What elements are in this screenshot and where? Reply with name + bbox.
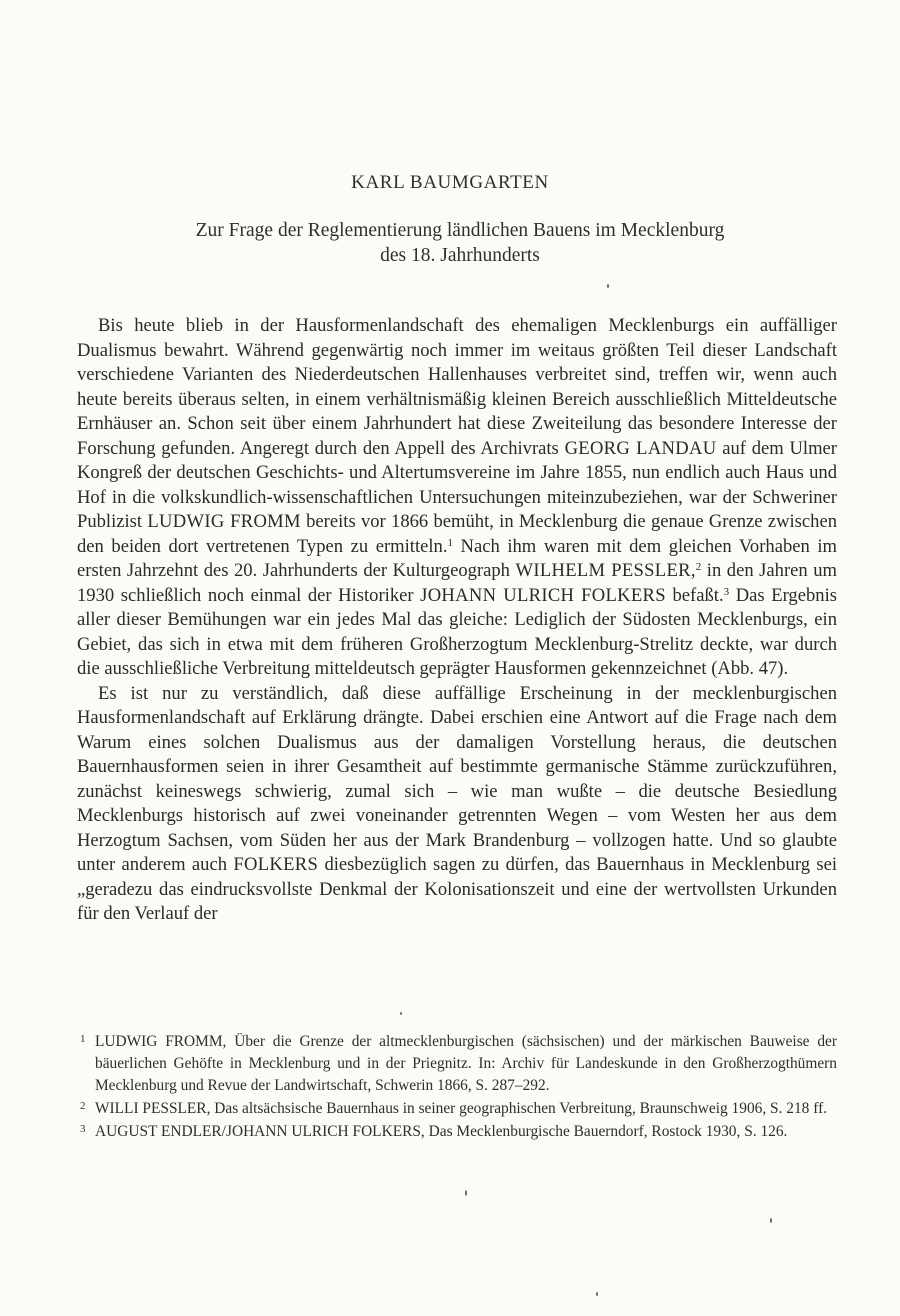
footnote-text: AUGUST ENDLER/JOHANN ULRICH FOLKERS, Das Mecklenburgische Bauerndorf, Rostock 1930, S. 126.	[95, 1123, 788, 1140]
paragraph-text: Das Ergebnis aller dieser Bemühungen war ein jedes Mal das gleiche: Lediglich der Südosten Mecklenburgs, ein Gebiet, das sich in etwa mit dem früheren Großherzogtum Mecklenburg-Strelitz deckte, war durch die ausschließliche Verbreitung mitteldeutsch geprägter Hausformen gekennzeichnet (Abb. 47).	[77, 584, 837, 679]
footnote-text: LUDWIG FROMM, Über die Grenze der altmecklenburgischen (sächsischen) und der märkischen Bauweise der bäuerlichen Gehöfte in Mecklenburg und in der Priegnitz. In: Archiv für Landeskunde in den Großherzogthümern Mecklenburg und Revue der Landwirtschaft, Schwerin 1866, S. 287–292.	[95, 1033, 837, 1094]
person-name: FOLKERS	[233, 854, 319, 875]
paper-speck	[596, 1292, 598, 1296]
paper-speck	[607, 284, 609, 288]
person-name: GEORG LANDAU	[564, 437, 717, 459]
footnote-ref-1: 1	[447, 536, 453, 549]
paragraph-text: bereits vor 1866 bemüht, in Mecklenburg die genaue Grenze zwischen den beiden dort vertretenen Typen zu ermitteln.	[77, 511, 837, 557]
paragraph-text: auf dem Ulmer Kongreß der deutschen Geschichts- und Altertumsvereine im Jahre 1855, nun endlich auch Haus und Hof in die volkskundlich-wissenschaftlichen Untersuchungen miteinzubeziehen, war der Schweriner Publizist	[77, 437, 837, 532]
article-title-line-2: des 18. Jahrhunderts	[380, 245, 540, 266]
footnote-number: 1	[80, 1033, 86, 1045]
paragraph-text: Es ist nur zu verständlich, daß diese auffällige Erscheinung in der mecklenburgischen Hausformenlandschaft auf Erklärung drängte. Dabei erschien eine Antwort auf die Frage nach dem Warum eines solchen Dualismus aus der damaligen Vorstellung heraus, die deutschen Bauernhausformen seien in ihrer Gesamtheit auf bestimmte germanische Stämme zurückzuführen, zunächst keineswegs schwierig, zumal sich – wie man wußte – die deutsche Besiedlung Mecklenburgs historisch auf zwei voneinander getrennten Wegen – vom Westen her aus dem Herzogtum Sachsen, vom Süden her aus der Mark Brandenburg – vollzogen hatte. Und so glaubte unter anderem auch	[77, 682, 837, 875]
footnotes-section	[77, 1031, 837, 1144]
paragraph-text: in den Jahren um 1930 schließlich noch einmal der Historiker	[77, 560, 837, 606]
article-title	[80, 218, 840, 268]
article-author: KARL BAUMGARTEN	[351, 172, 549, 193]
footnote-number: 3	[80, 1123, 86, 1135]
footnote-1	[77, 1031, 837, 1097]
paragraph-text: Bis heute blieb in der Hausformenlandschaft des ehemaligen Mecklenburgs ein auffälliger Dualismus bewahrt. Während gegenwärtig noch immer im weitaus größten Teil dieser Landschaft verschiedene Varianten des Niederdeutschen Hallenhauses verbreitet sind, treffen wir, wenn auch heute bereits überaus selten, in einem verhältnismäßig kleinen Bereich ausschließlich Mitteldeutsche Ernhäuser an. Schon seit über einem Jahrhundert hat diese Zweiteilung das besondere Interesse der Forschung gefunden. Angeregt durch den Appell des Archivrats	[77, 315, 837, 459]
footnote-ref-3: 3	[723, 585, 730, 598]
footnote-3	[77, 1121, 837, 1143]
person-name: LUDWIG FROMM	[147, 511, 301, 532]
body-paragraph-1	[77, 314, 837, 682]
paragraph-text: diesbezüglich sagen zu dürfen, das Bauernhaus in Mecklenburg sei „geradezu das eindrucksvollste Denkmal der Kolonisationszeit und eine der wertvollsten Urkunden für den Verlauf der	[77, 854, 837, 924]
article-body	[77, 314, 837, 927]
paragraph-text: befaßt.	[665, 584, 724, 606]
article-title-line-1: Zur Frage der Reglementierung ländlichen Bauens im Mecklenburg	[195, 220, 725, 241]
person-name: JOHANN ULRICH FOLKERS	[420, 584, 666, 606]
paragraph-text: Nach ihm waren mit dem gleichen Vorhaben im ersten Jahrzehnt des 20. Jahrhunderts der Kulturgeograph	[77, 535, 838, 581]
paper-speck	[770, 1218, 772, 1223]
person-name: WILHELM PESSLER,	[515, 560, 696, 581]
body-paragraph-2	[77, 682, 837, 927]
footnote-ref-2: 2	[695, 561, 702, 573]
footnote-2	[77, 1098, 837, 1120]
footnote-number: 2	[80, 1100, 86, 1112]
paper-speck	[400, 1012, 402, 1015]
footnote-text: WILLI PESSLER, Das altsächsische Bauernhaus in seiner geographischen Verbreitung, Braunschweig 1906, S. 218 ff.	[95, 1100, 828, 1117]
paper-speck	[465, 1190, 467, 1196]
